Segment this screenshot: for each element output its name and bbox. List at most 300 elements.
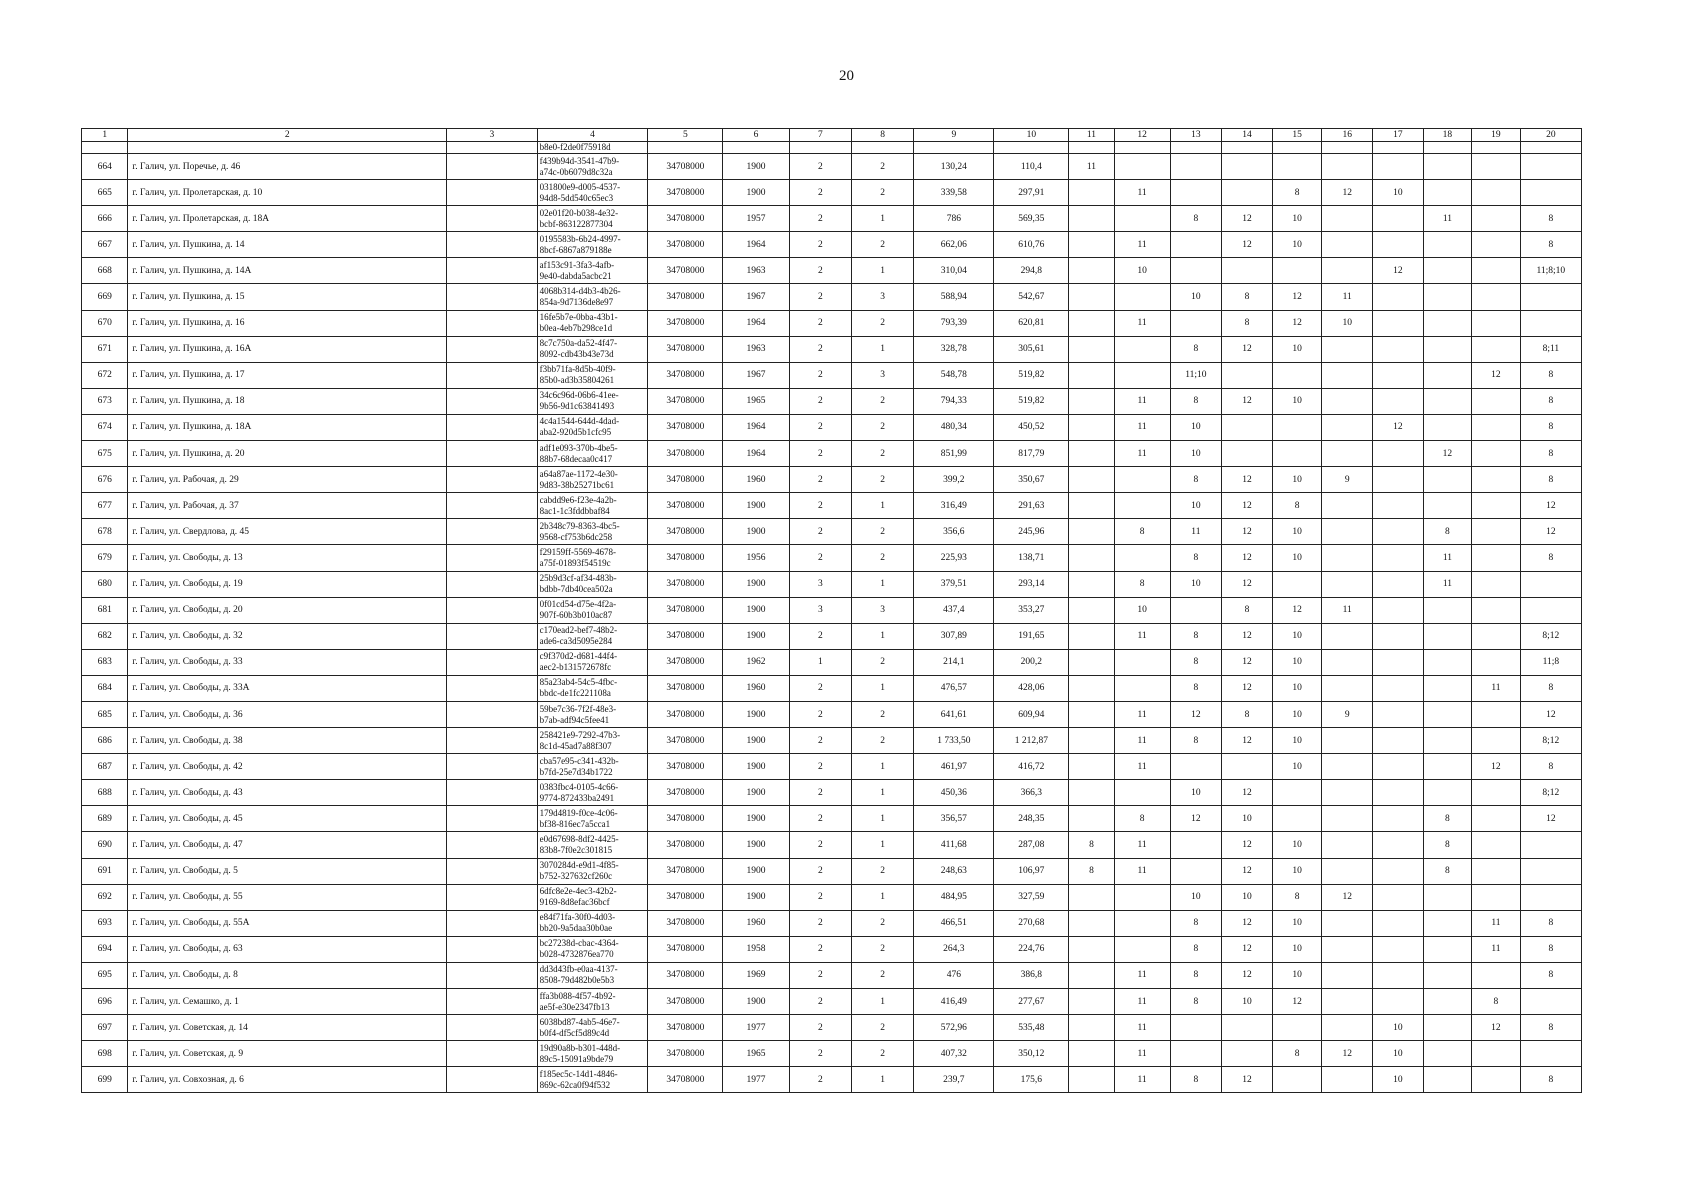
address-cell: г. Галич, ул. Свободы, д. 20 [128, 597, 447, 623]
cell-code: 34708000 [648, 728, 723, 754]
guid-line: b7ab-adf94c5fee41 [539, 714, 610, 725]
guid-line: 25b9d3cf-af34-483b- [539, 573, 617, 584]
cell-c15 [1272, 414, 1322, 440]
cell-c8: 2 [852, 936, 914, 962]
cell-year: 1900 [723, 519, 789, 545]
guid-cell [537, 910, 648, 936]
cell-c16 [1322, 336, 1373, 362]
cell-c19 [1472, 493, 1521, 519]
cell-c12 [1114, 206, 1170, 232]
empty-cell [446, 232, 537, 258]
guid-cell [537, 623, 648, 649]
guid-line: bc27238d-cbac-4364- [539, 938, 619, 949]
table-row [82, 467, 1582, 493]
row-number-cell: 688 [82, 780, 128, 806]
guid-cell [537, 728, 648, 754]
cell-c9: 316,49 [914, 493, 994, 519]
cell-c15 [1272, 258, 1322, 284]
cell-c10: 200,2 [994, 649, 1069, 675]
cell-c12: 11 [1114, 832, 1170, 858]
guid-line: bb20-9a5daa30b0ae [539, 923, 613, 934]
guid-line: b752-327632cf260c [539, 871, 613, 882]
cell-c14: 12 [1222, 910, 1273, 936]
column-header-6: 6 [723, 129, 789, 142]
cell-c9: 310,04 [914, 258, 994, 284]
cell-year: 1965 [723, 388, 789, 414]
cell-c19 [1472, 336, 1521, 362]
cell-c9: 476,57 [914, 675, 994, 701]
cell-c12: 11 [1114, 701, 1170, 727]
guid-line: c170ead2-bef7-48b2- [539, 625, 618, 636]
address-cell: г. Галич, ул. Пушкина, д. 18А [128, 414, 447, 440]
cell-c11 [1069, 545, 1114, 571]
cell-c7: 2 [789, 545, 851, 571]
cell-c15: 10 [1272, 701, 1322, 727]
column-header-4: 4 [537, 129, 648, 142]
cell-c8: 3 [852, 597, 914, 623]
cell-c20: 8 [1520, 414, 1581, 440]
cell-c10: 569,35 [994, 206, 1069, 232]
cell-c20: 8 [1520, 388, 1581, 414]
cell-c9: 411,68 [914, 832, 994, 858]
cell-c7: 3 [789, 597, 851, 623]
cell-c20: 12 [1520, 519, 1581, 545]
cell-c8: 2 [852, 154, 914, 180]
cell-c13: 10 [1170, 884, 1222, 910]
cell-c8: 2 [852, 310, 914, 336]
empty-cell [446, 388, 537, 414]
cell-c19: 11 [1472, 936, 1521, 962]
cell-c14: 12 [1222, 623, 1273, 649]
cell-code: 34708000 [648, 1067, 723, 1093]
cell-c9: 476 [914, 962, 994, 988]
cell-c18 [1423, 258, 1472, 284]
guid-line: 9e40-dabda5acbc21 [539, 270, 612, 281]
cell-c12: 11 [1114, 414, 1170, 440]
cell-code: 34708000 [648, 154, 723, 180]
cell-c9: 548,78 [914, 362, 994, 388]
cell-c9: 480,34 [914, 414, 994, 440]
guid-line: 258421e9-7292-47b3- [539, 729, 621, 740]
cell-code: 34708000 [648, 884, 723, 910]
cell-code: 34708000 [648, 754, 723, 780]
cell-c15: 8 [1272, 180, 1322, 206]
cell-c9: 662,06 [914, 232, 994, 258]
cell-c19 [1472, 258, 1521, 284]
cell-c15: 8 [1272, 884, 1322, 910]
cell-code: 34708000 [648, 310, 723, 336]
guid-line: f3bb71fa-8d5b-40f9- [539, 364, 616, 375]
cell-c14 [1222, 754, 1273, 780]
table-row [82, 701, 1582, 727]
cell-c15: 10 [1272, 206, 1322, 232]
cell-c15: 12 [1272, 989, 1322, 1015]
cell-c13 [1170, 597, 1222, 623]
cell-code: 34708000 [648, 623, 723, 649]
row-number-cell: 697 [82, 1015, 128, 1041]
row-number-cell: 694 [82, 936, 128, 962]
cell-c15: 10 [1272, 832, 1322, 858]
cell-c17 [1373, 832, 1424, 858]
guid-cell [537, 519, 648, 545]
cell-c13: 8 [1170, 675, 1222, 701]
cell-c16 [1322, 1067, 1373, 1093]
guid-cell [537, 310, 648, 336]
empty-cell [446, 571, 537, 597]
guid-cell [537, 493, 648, 519]
cell-c11 [1069, 675, 1114, 701]
cell-c7: 2 [789, 754, 851, 780]
guid-cell [537, 1067, 648, 1093]
cell-c7: 2 [789, 728, 851, 754]
cell-c16 [1322, 519, 1373, 545]
cell-c8: 1 [852, 675, 914, 701]
cell-year: 1957 [723, 206, 789, 232]
address-cell: г. Галич, ул. Советская, д. 9 [128, 1041, 447, 1067]
cell-c9: 851,99 [914, 441, 994, 467]
cell-c13 [1170, 832, 1222, 858]
cell-c11: 8 [1069, 858, 1114, 884]
cell-c18 [1423, 675, 1472, 701]
table-row [82, 206, 1582, 232]
cell-c20: 8 [1520, 910, 1581, 936]
cell-c16 [1322, 989, 1373, 1015]
column-header-20: 20 [1520, 129, 1581, 142]
cell-c17 [1373, 936, 1424, 962]
row-number-cell: 676 [82, 467, 128, 493]
table-row [82, 362, 1582, 388]
cell-c19 [1472, 232, 1521, 258]
cell-c19 [1472, 388, 1521, 414]
row-number-cell: 678 [82, 519, 128, 545]
cell-c14 [1222, 154, 1273, 180]
cell-c18 [1423, 884, 1472, 910]
row-number-cell: 682 [82, 623, 128, 649]
cell-c14: 12 [1222, 232, 1273, 258]
table-row [82, 989, 1582, 1015]
cell-c11 [1069, 962, 1114, 988]
cell-c8: 2 [852, 519, 914, 545]
cell-year: 1900 [723, 780, 789, 806]
cell-c17: 12 [1373, 258, 1424, 284]
cell-c20 [1520, 154, 1581, 180]
cell-c19 [1472, 623, 1521, 649]
cell-c12: 11 [1114, 754, 1170, 780]
cell-c15 [1272, 441, 1322, 467]
cell-c17 [1373, 493, 1424, 519]
cell-c11 [1069, 936, 1114, 962]
row-number-cell: 675 [82, 441, 128, 467]
guid-line: 8092-cdb43b43e73d [539, 349, 614, 360]
cell-c10: 106,97 [994, 858, 1069, 884]
cell-c7: 2 [789, 832, 851, 858]
cell-c20 [1520, 310, 1581, 336]
cell-c11 [1069, 284, 1114, 310]
guid-line: 89c5-15091a9bde79 [539, 1053, 614, 1064]
cell-c18: 11 [1423, 545, 1472, 571]
guid-line: 0383fbc4-0105-4c66- [539, 781, 619, 792]
cell-c12: 8 [1114, 806, 1170, 832]
cell-c15: 10 [1272, 336, 1322, 362]
guid-line: 4c4a1544-644d-4dad- [539, 416, 620, 427]
address-cell: г. Галич, ул. Свободы, д. 42 [128, 754, 447, 780]
row-number-cell: 673 [82, 388, 128, 414]
cell-c11 [1069, 180, 1114, 206]
cell-c8: 1 [852, 571, 914, 597]
guid-line: f29159ff-5569-4678- [539, 546, 616, 557]
cell-c18 [1423, 1015, 1472, 1041]
cell-c10: 248,35 [994, 806, 1069, 832]
cell-c20: 8 [1520, 206, 1581, 232]
address-cell: г. Галич, ул. Свободы, д. 63 [128, 936, 447, 962]
empty-cell [446, 362, 537, 388]
row-number-cell: 691 [82, 858, 128, 884]
cell-c8: 1 [852, 258, 914, 284]
cell-c12: 11 [1114, 180, 1170, 206]
cell-c7: 2 [789, 232, 851, 258]
cell-c13: 8 [1170, 962, 1222, 988]
table-row [82, 597, 1582, 623]
empty-cell [446, 441, 537, 467]
empty-cell [446, 910, 537, 936]
cell-c20: 8;11 [1520, 336, 1581, 362]
cell-c16 [1322, 441, 1373, 467]
empty-cell [446, 519, 537, 545]
cell-code: 34708000 [648, 780, 723, 806]
empty-cell [446, 1015, 537, 1041]
cell-c12 [1114, 675, 1170, 701]
table-row [82, 623, 1582, 649]
cell-c18 [1423, 597, 1472, 623]
cell-c14: 12 [1222, 571, 1273, 597]
cell-c17: 10 [1373, 180, 1424, 206]
cell-c13: 11 [1170, 519, 1222, 545]
cell-c9: 339,58 [914, 180, 994, 206]
cell-c13: 8 [1170, 388, 1222, 414]
guid-line: f185ec5c-14d1-4846- [539, 1068, 618, 1079]
column-header-11: 11 [1069, 129, 1114, 142]
cell-c8: 2 [852, 962, 914, 988]
cell-c18 [1423, 180, 1472, 206]
guid-line: b028-4732876ea770 [539, 949, 614, 960]
header-row [82, 129, 1582, 142]
cell-c9: 264,3 [914, 936, 994, 962]
cell-c11 [1069, 519, 1114, 545]
guid-cell [537, 154, 648, 180]
cell-c15: 10 [1272, 910, 1322, 936]
cell-c9: 399,2 [914, 467, 994, 493]
cell-c20 [1520, 832, 1581, 858]
cell-c20: 8 [1520, 675, 1581, 701]
cell-c20: 8;12 [1520, 623, 1581, 649]
cell-c15 [1272, 154, 1322, 180]
cell-c13: 10 [1170, 780, 1222, 806]
cell-c13 [1170, 258, 1222, 284]
cell-c20 [1520, 1041, 1581, 1067]
column-header-3: 3 [446, 129, 537, 142]
cell-c20: 8 [1520, 936, 1581, 962]
cell-c9: 641,61 [914, 701, 994, 727]
cell-c15 [1272, 1067, 1322, 1093]
guid-line: bbdc-de1fc221108a [539, 688, 611, 699]
cell-c17 [1373, 701, 1424, 727]
address-cell: г. Галич, ул. Советская, д. 14 [128, 1015, 447, 1041]
cell-c20 [1520, 858, 1581, 884]
cell-c14: 12 [1222, 962, 1273, 988]
cell-c13: 8 [1170, 623, 1222, 649]
table-row [82, 910, 1582, 936]
cell-c15 [1272, 571, 1322, 597]
cell-c19 [1472, 310, 1521, 336]
empty-cell [446, 806, 537, 832]
cell-code: 34708000 [648, 701, 723, 727]
cell-c7: 2 [789, 623, 851, 649]
cell-c11 [1069, 232, 1114, 258]
cell-code: 34708000 [648, 962, 723, 988]
cell-c9: 466,51 [914, 910, 994, 936]
cell-c15: 12 [1272, 284, 1322, 310]
cell-code: 34708000 [648, 336, 723, 362]
guid-cell [537, 1041, 648, 1067]
cell-c18 [1423, 962, 1472, 988]
table-row [82, 1067, 1582, 1093]
cell-c16: 9 [1322, 701, 1373, 727]
cell-c7: 2 [789, 414, 851, 440]
cell-c8: 2 [852, 1041, 914, 1067]
cell-c7: 2 [789, 441, 851, 467]
guid-line: aec2-b131572678fc [539, 662, 612, 673]
cell-c7: 2 [789, 336, 851, 362]
cell-c10: 350,12 [994, 1041, 1069, 1067]
cell-c14 [1222, 1041, 1273, 1067]
empty-cell [446, 962, 537, 988]
guid-cell [537, 832, 648, 858]
cell-code: 34708000 [648, 467, 723, 493]
cell-c17: 12 [1373, 414, 1424, 440]
cell-c18 [1423, 310, 1472, 336]
cell-c9: 416,49 [914, 989, 994, 1015]
cell-c10: 817,79 [994, 441, 1069, 467]
cell-c13 [1170, 858, 1222, 884]
table-row [82, 675, 1582, 701]
cell-c10: 294,8 [994, 258, 1069, 284]
cell-c19 [1472, 1067, 1521, 1093]
cell-c19 [1472, 571, 1521, 597]
cell-c12: 11 [1114, 989, 1170, 1015]
guid-cell [537, 388, 648, 414]
cell-c8: 1 [852, 1067, 914, 1093]
guid-line: 85a23ab4-54c5-4fbc- [539, 677, 618, 688]
address-cell: г. Галич, ул. Семашко, д. 1 [128, 989, 447, 1015]
table-row [82, 310, 1582, 336]
cell-year: 1965 [723, 1041, 789, 1067]
cell-code: 34708000 [648, 806, 723, 832]
cell-code: 34708000 [648, 597, 723, 623]
cell-c20 [1520, 571, 1581, 597]
table-row [82, 232, 1582, 258]
cell-c17: 10 [1373, 1015, 1424, 1041]
cell-c16 [1322, 154, 1373, 180]
cell-c8: 2 [852, 1015, 914, 1041]
cell-c12 [1114, 936, 1170, 962]
guid-line: 0195583b-6b24-4997- [539, 233, 621, 244]
cell-c15: 8 [1272, 493, 1322, 519]
cell-c11 [1069, 623, 1114, 649]
cell-c18 [1423, 649, 1472, 675]
cell-c18 [1423, 154, 1472, 180]
cell-c15: 10 [1272, 858, 1322, 884]
guid-line: e84f71fa-30f0-4d03- [539, 912, 616, 923]
cell-code: 34708000 [648, 180, 723, 206]
cell-c14 [1222, 180, 1273, 206]
cell-c16 [1322, 232, 1373, 258]
cell-c13 [1170, 154, 1222, 180]
cell-c9: 225,93 [914, 545, 994, 571]
cell-c12: 11 [1114, 962, 1170, 988]
guid-line: 8ac1-1c3fddbbaf84 [539, 505, 610, 516]
row-number-cell: 666 [82, 206, 128, 232]
row-number-cell: 677 [82, 493, 128, 519]
cell-c17 [1373, 780, 1424, 806]
address-cell: г. Галич, ул. Совхозная, д. 6 [128, 1067, 447, 1093]
guid-line: 8508-79d482b0e5b3 [539, 975, 615, 986]
cell-c17 [1373, 597, 1424, 623]
cell-code: 34708000 [648, 989, 723, 1015]
cell-c9: 328,78 [914, 336, 994, 362]
cell-c12: 8 [1114, 571, 1170, 597]
cell-c14: 8 [1222, 701, 1273, 727]
cell-c20: 8;12 [1520, 780, 1581, 806]
cell-c7: 3 [789, 571, 851, 597]
empty-cell [446, 884, 537, 910]
cell-c15: 10 [1272, 675, 1322, 701]
guid-cell [537, 675, 648, 701]
empty-cell [446, 597, 537, 623]
address-cell: г. Галич, ул. Пушкина, д. 15 [128, 284, 447, 310]
cell-c11 [1069, 336, 1114, 362]
address-cell: г. Галич, ул. Пушкина, д. 16А [128, 336, 447, 362]
cell-c18 [1423, 1067, 1472, 1093]
empty-cell [446, 623, 537, 649]
cell-c18: 12 [1423, 441, 1472, 467]
cell-c17 [1373, 623, 1424, 649]
guid-line: af153c91-3fa3-4afb- [539, 259, 615, 270]
guid-line: 8c7c750a-da52-4f47- [539, 338, 618, 349]
cell-c19 [1472, 441, 1521, 467]
cell-c8: 2 [852, 701, 914, 727]
row-number-cell: 672 [82, 362, 128, 388]
cell-c14: 12 [1222, 467, 1273, 493]
guid-line: ffa3b088-4f57-4b92- [539, 990, 616, 1001]
cell-c8: 2 [852, 414, 914, 440]
address-cell: г. Галич, ул. Пушкина, д. 14А [128, 258, 447, 284]
cell-year: 1900 [723, 989, 789, 1015]
cell-c17 [1373, 754, 1424, 780]
cell-c14: 12 [1222, 336, 1273, 362]
empty-cell [446, 936, 537, 962]
cell-year: 1964 [723, 310, 789, 336]
cell-c16 [1322, 910, 1373, 936]
guid-cell [537, 571, 648, 597]
cell-c13: 10 [1170, 571, 1222, 597]
cell-code: 34708000 [648, 519, 723, 545]
cell-c16: 12 [1322, 884, 1373, 910]
cell-c19 [1472, 414, 1521, 440]
cell-year: 1960 [723, 467, 789, 493]
guid-line: 8c1d-45ad7a88f307 [539, 740, 612, 751]
cell-c16: 12 [1322, 180, 1373, 206]
cell-c11: 8 [1069, 832, 1114, 858]
